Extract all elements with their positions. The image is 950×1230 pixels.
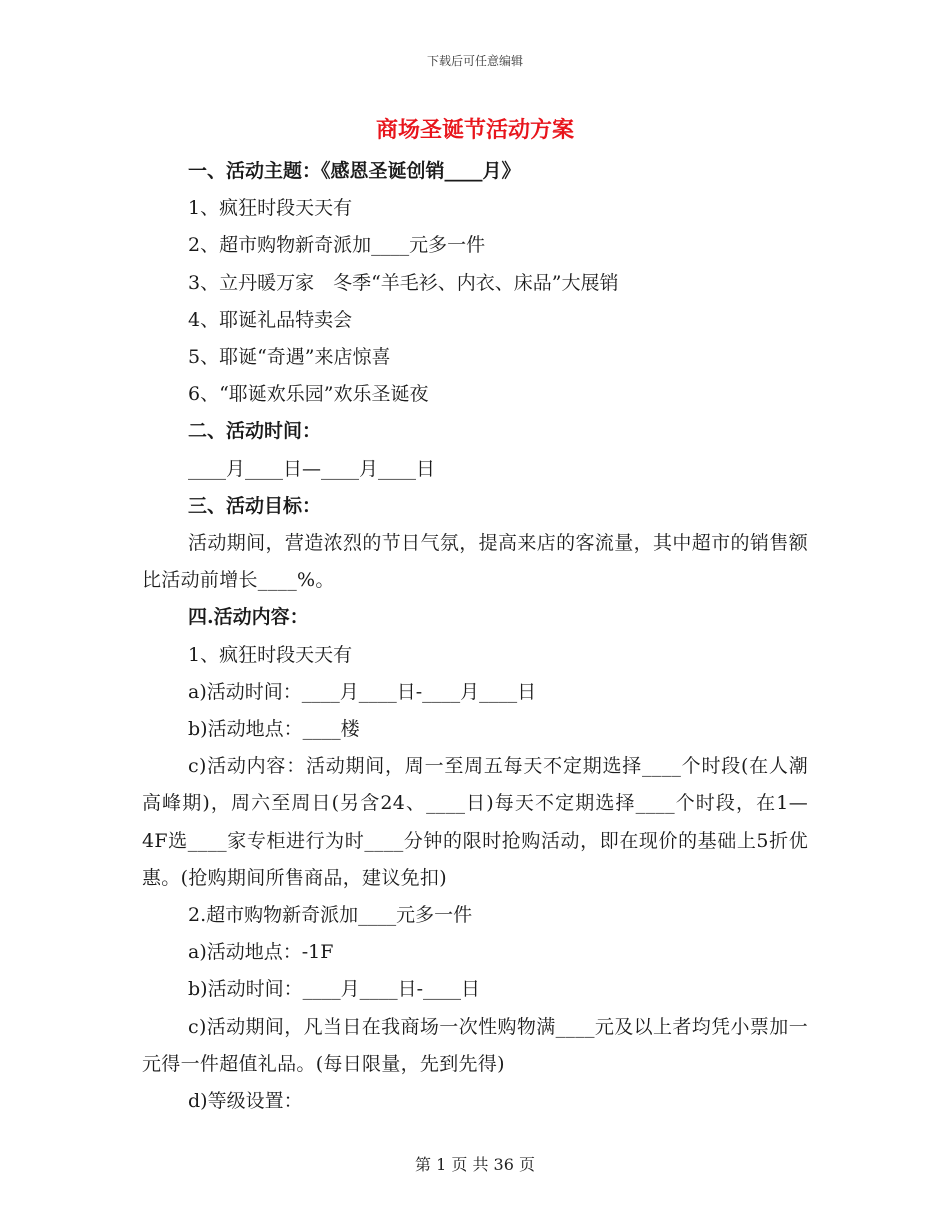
page-footer-indicator: 第 1 页 共 36 页 bbox=[415, 1155, 535, 1174]
subsection-heading: 1、疯狂时段天天有 bbox=[188, 643, 353, 666]
list-item: d)等级设置： bbox=[188, 1090, 303, 1113]
activity-paragraph: c)活动期间，凡当日在我商场一次性购物满____元及以上者均凭小票加一元得一件超值礼品。(每日限量，先到先得) bbox=[142, 1015, 808, 1075]
list-item: b)活动地点：____楼 bbox=[188, 718, 360, 741]
activity-paragraph: c)活动内容：活动期间，周一至周五每天不定期选择____个时段(在人潮高峰期)，周六至周日(另含24、____日)每天不定期选择____个时段，在1—4F选____家专柜进行为时____分钟的限时抢购活动，即在现价的基础上5折优惠。(抢购期间所售商品，建议免扣) bbox=[142, 755, 808, 889]
document-body bbox=[142, 153, 808, 1120]
list-item: 1、疯狂时段天天有 bbox=[188, 197, 353, 220]
list-item: a)活动时间：____月____日-____月____日 bbox=[188, 680, 537, 703]
list-item: a)活动地点：-1F bbox=[188, 941, 334, 964]
list-item: 5、耶诞“奇遇”来店惊喜 bbox=[188, 346, 391, 369]
page-header-note: 下载后可任意编辑 bbox=[426, 54, 523, 68]
subsection-heading: 2.超市购物新奇派加____元多一件 bbox=[188, 904, 473, 927]
date-range-line: ____月____日—____月____日 bbox=[188, 457, 436, 480]
goal-paragraph: 活动期间，营造浓烈的节日气氛，提高来店的客流量，其中超市的销售额比活动前增长____%。 bbox=[142, 532, 808, 592]
section-heading-time: 二、活动时间： bbox=[188, 420, 322, 443]
list-item: 4、耶诞礼品特卖会 bbox=[188, 308, 353, 331]
section-heading-goal: 三、活动目标： bbox=[188, 494, 322, 517]
list-item: 2、超市购物新奇派加____元多一件 bbox=[188, 234, 486, 257]
section-heading-content: 四.活动内容： bbox=[188, 606, 309, 629]
list-item: 3、立丹暖万家 冬季“羊毛衫、内衣、床品”大展销 bbox=[188, 271, 619, 294]
list-item: b)活动时间：____月____日-____日 bbox=[188, 978, 480, 1001]
list-item: 6、“耶诞欢乐园”欢乐圣诞夜 bbox=[188, 383, 429, 406]
document-title: 商场圣诞节活动方案 bbox=[375, 117, 574, 143]
section-heading-theme: 一、活动主题：《感恩圣诞创销____月》 bbox=[188, 160, 521, 182]
